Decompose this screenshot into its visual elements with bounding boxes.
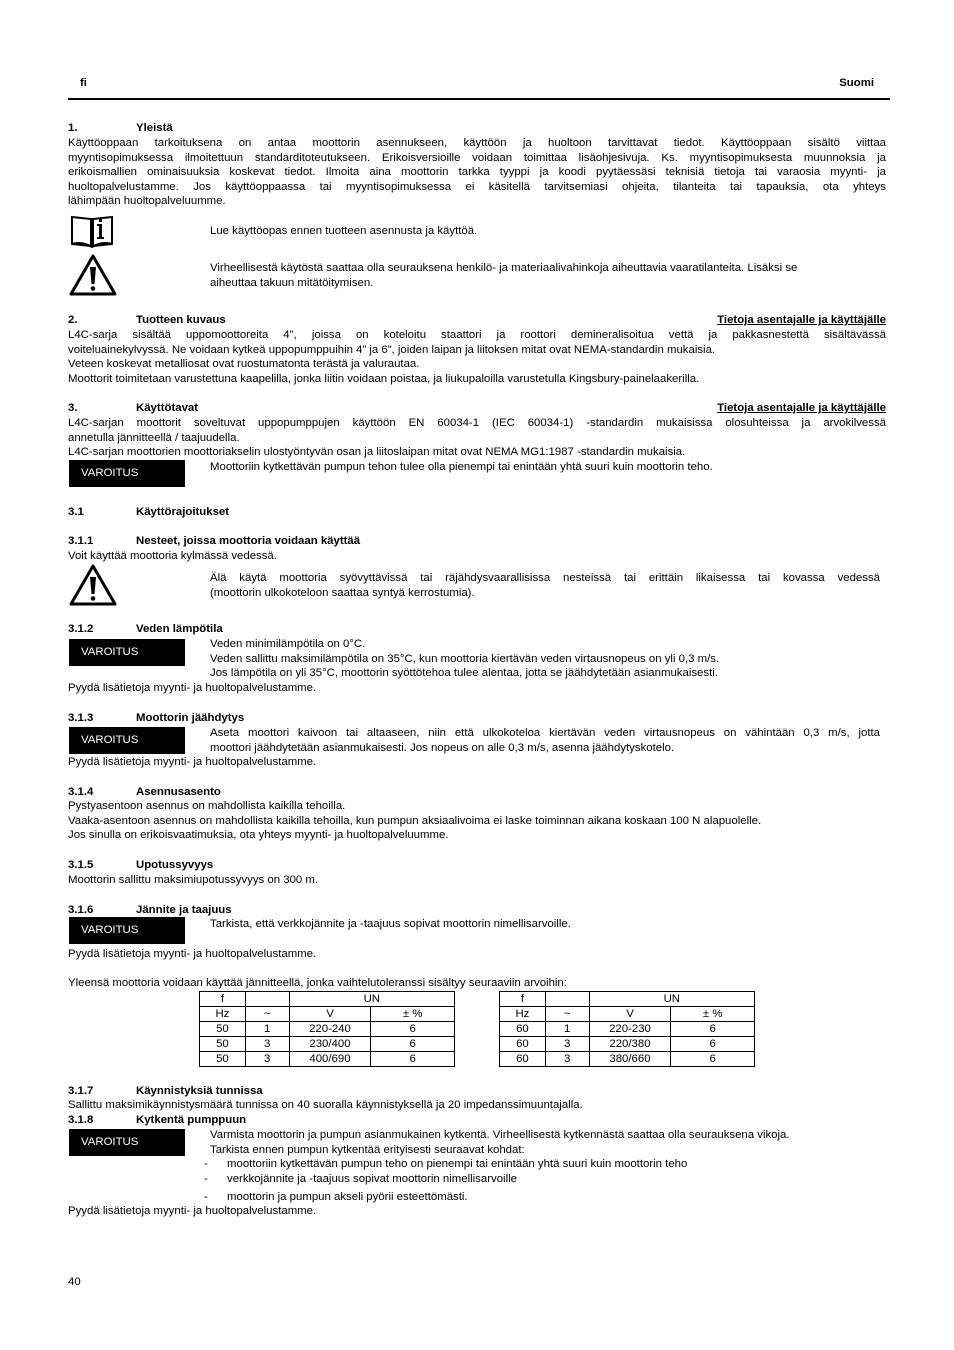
list-item: - verkkojännite ja -taajuus sopivat moottorin nimellisarvoille	[204, 1173, 517, 1185]
header-language-code: fi	[80, 77, 87, 89]
voltage-table-60hz: f UN Hz ~ V ± % 60 1 220-230 6 60 3 220/380 6 60 3 380/660 6	[499, 991, 755, 1067]
section-3-1-2-text: Veden minimilämpötila on 0°C. Veden sallittu maksimilämpötila on 35°C, kun moottoria kiertävän veden virtausnopeus on yli 0,3 m/s. Jos lämpötila on yli 35°C, moottorin syöttötehoa tulee alentaa, jotta se jäähdytetään asianmukaisesti.	[210, 638, 720, 680]
section-3-1-2-contact: Pyydä lisätietoja myynti- ja huoltopalvelustamme.	[68, 682, 317, 694]
section-3-1-1-body: Voit käyttää moottoria kylmässä vedessä.	[68, 550, 277, 562]
section-2-audience: Tietoja asentajalle ja käyttäjälle	[717, 314, 886, 326]
table-row: 50 3 400/690 6	[200, 1052, 455, 1067]
table-row: 50 3 230/400 6	[200, 1037, 455, 1052]
page-number: 40	[68, 1276, 81, 1288]
note-read-manual: Lue käyttöopas ennen tuotteen asennusta ja käyttöä.	[210, 225, 478, 237]
section-3-1-6-intro: Yleensä moottoria voidaan käyttää jännitteellä, jonka vaihtelutoleranssi sisältyy seuraaviin arvoihin:	[68, 977, 567, 989]
section-3-1-6-warning-text: Tarkista, että verkkojännite ja -taajuus sopivat moottorin nimellisarvoille.	[210, 918, 571, 930]
warning-label: VAROITUS	[69, 917, 185, 944]
section-3-1-8-contact: Pyydä lisätietoja myynti- ja huoltopalvelustamme.	[68, 1205, 317, 1217]
section-3-1-7-body: Sallittu maksimikäynnistysmäärä tunnissa on 40 suoralla käynnistyksellä ja 20 impedanssimuuntajalla.	[68, 1099, 583, 1111]
header-rule	[68, 98, 890, 100]
section-3-1-3-contact: Pyydä lisätietoja myynti- ja huoltopalvelustamme.	[68, 756, 317, 768]
manual-book-icon	[70, 211, 114, 249]
section-3-warning-text: Moottoriin kytkettävän pumpun tehon tulee olla pienempi tai enintään yhtä suuri kuin moottorin teho.	[210, 461, 713, 473]
table-row: 60 3 220/380 6	[500, 1037, 755, 1052]
section-3-1-8-text: Varmista moottorin ja pumpun asianmukainen kytkentä. Virheellisestä kytkennästä saattaa olla seurauksena vikoja. Tarkista ennen pumpun kytkentää erityisesti seuraavat kohdat:	[210, 1129, 790, 1156]
warning-label: VAROITUS	[69, 727, 185, 754]
section-1-body: Käyttöoppaan tarkoituksena on antaa moottorin asennukseen, käyttöön ja huoltoon tarvittavat tiedot. Käyttöoppaan sisältö viittaa myyntisopimuksessa ilmoitettuun standarditoteutukseen. Erikoisversioille voidaan toimittaa lisäohjesivuja. Ks. myyntisopimuksesta muunnoksia ja erikoismallien ominaisuuksia koskevat tiedot. Ilmoita aina moottorin tarkka tyyppi ja koodi pyytäessäsi teknisiä tietoja tai varaosia myynti- ja huoltopalvelustamme. Jos käyttöoppaassa tai myyntisopimuksessa ei käsitellä tarvitsemiasi ohjeita, tilanteita tai tapauksia, ota yhteys lähimpään huoltopalveluumme.	[68, 137, 886, 208]
section-3-1-6-contact: Pyydä lisätietoja myynti- ja huoltopalvelustamme.	[68, 948, 317, 960]
table-row: 60 1 220-230 6	[500, 1022, 755, 1037]
table-row: 50 1 220-240 6	[200, 1022, 455, 1037]
warning-triangle-icon	[68, 253, 118, 297]
note-misuse-warning: Virheellisestä käytöstä saattaa olla seurauksena henkilö- ja materiaalivahinkoja aiheuttavia vaaratilanteita. Lisäksi se aiheuttaa takuun mitätöitymisen.	[210, 262, 798, 289]
section-2-body: L4C-sarja sisältää uppomoottoreita 4", joissa on koteloitu staattori ja roottori demineralisoitua vettä ja pakkasnestettä sisältävässä voiteluainekylvyssä. Ne voidaan kytkeä uppopumppuihin 4” ja 6”, joiden laipan ja liitoksen mitat ovat NEMA-standardin mukaisia. Veteen koskevat metalliosat ovat ruostumatonta terästä ja valurautaa. Moottorit toimitetaan varustettuna kaapelilla, jonka liitin voidaan poistaa, ja liukupaloilla varustetulla Kingsbury-painelaakerilla.	[68, 329, 886, 385]
section-3-audience: Tietoja asentajalle ja käyttäjälle	[717, 402, 886, 414]
header-language-name: Suomi	[839, 77, 874, 89]
list-item: - moottorin ja pumpun akseli pyörii esteettömästi.	[204, 1191, 468, 1203]
warning-label: VAROITUS	[69, 1129, 185, 1156]
section-3-1-3-text: Aseta moottori kaivoon tai altaaseen, niin että ulkokoteloa kiertävän veden virtausnopeus on vähintään 0,3 m/s, jotta moottori jäähdytetään asianmukaisesti. Jos nopeus on alle 0,3 m/s, asenna jäähdytyskotelo.	[210, 727, 880, 754]
list-item: - moottoriin kytkettävän pumpun teho on pienempi tai enintään yhtä suuri kuin moottorin teho	[204, 1158, 688, 1170]
section-3-1-5-body: Moottorin sallittu maksimiupotussyvyys on 300 m.	[68, 874, 319, 886]
note-corrosive-liquids: Älä käytä moottoria syövyttävissä tai räjähdysvaarallisissa nesteissä tai erittäin likaisessa tai kovassa vedessä (moottorin ulkokoteloon saattaa syntyä kerrostumia).	[210, 572, 880, 599]
warning-label: VAROITUS	[69, 460, 185, 487]
section-3-body: L4C-sarjan moottorit soveltuvat uppopumppujen käyttöön EN 60034-1 (IEC 60034-1) -standardin mukaisissa olosuhteissa ja arvokilvessä annetulla jännitteellä / taajuudella. L4C-sarjan moottorien moottoriakselin ulostyöntyvän osan ja liitoslaipan mitat ovat NEMA MG1:1987 -standardin mukaisia.	[68, 417, 886, 459]
warning-triangle-icon	[68, 563, 118, 607]
section-3-1-4-body: Pystyasentoon asennus on mahdollista kaikilla tehoilla. Vaaka-asentoon asennus on mahdollista kaikilla tehoilla, kun pumpun aksiaalivoima ei laske toiminnan aikana koskaan 100 N alapuolelle. Jos sinulla on erikoisvaatimuksia, ota yhteys myynti- ja huoltopalveluumme.	[68, 800, 762, 842]
voltage-table-50hz: f UN Hz ~ V ± % 50 1 220-240 6 50 3 230/400 6 50 3 400/690 6	[199, 991, 455, 1067]
table-row: 60 3 380/660 6	[500, 1052, 755, 1067]
warning-label: VAROITUS	[69, 639, 185, 666]
